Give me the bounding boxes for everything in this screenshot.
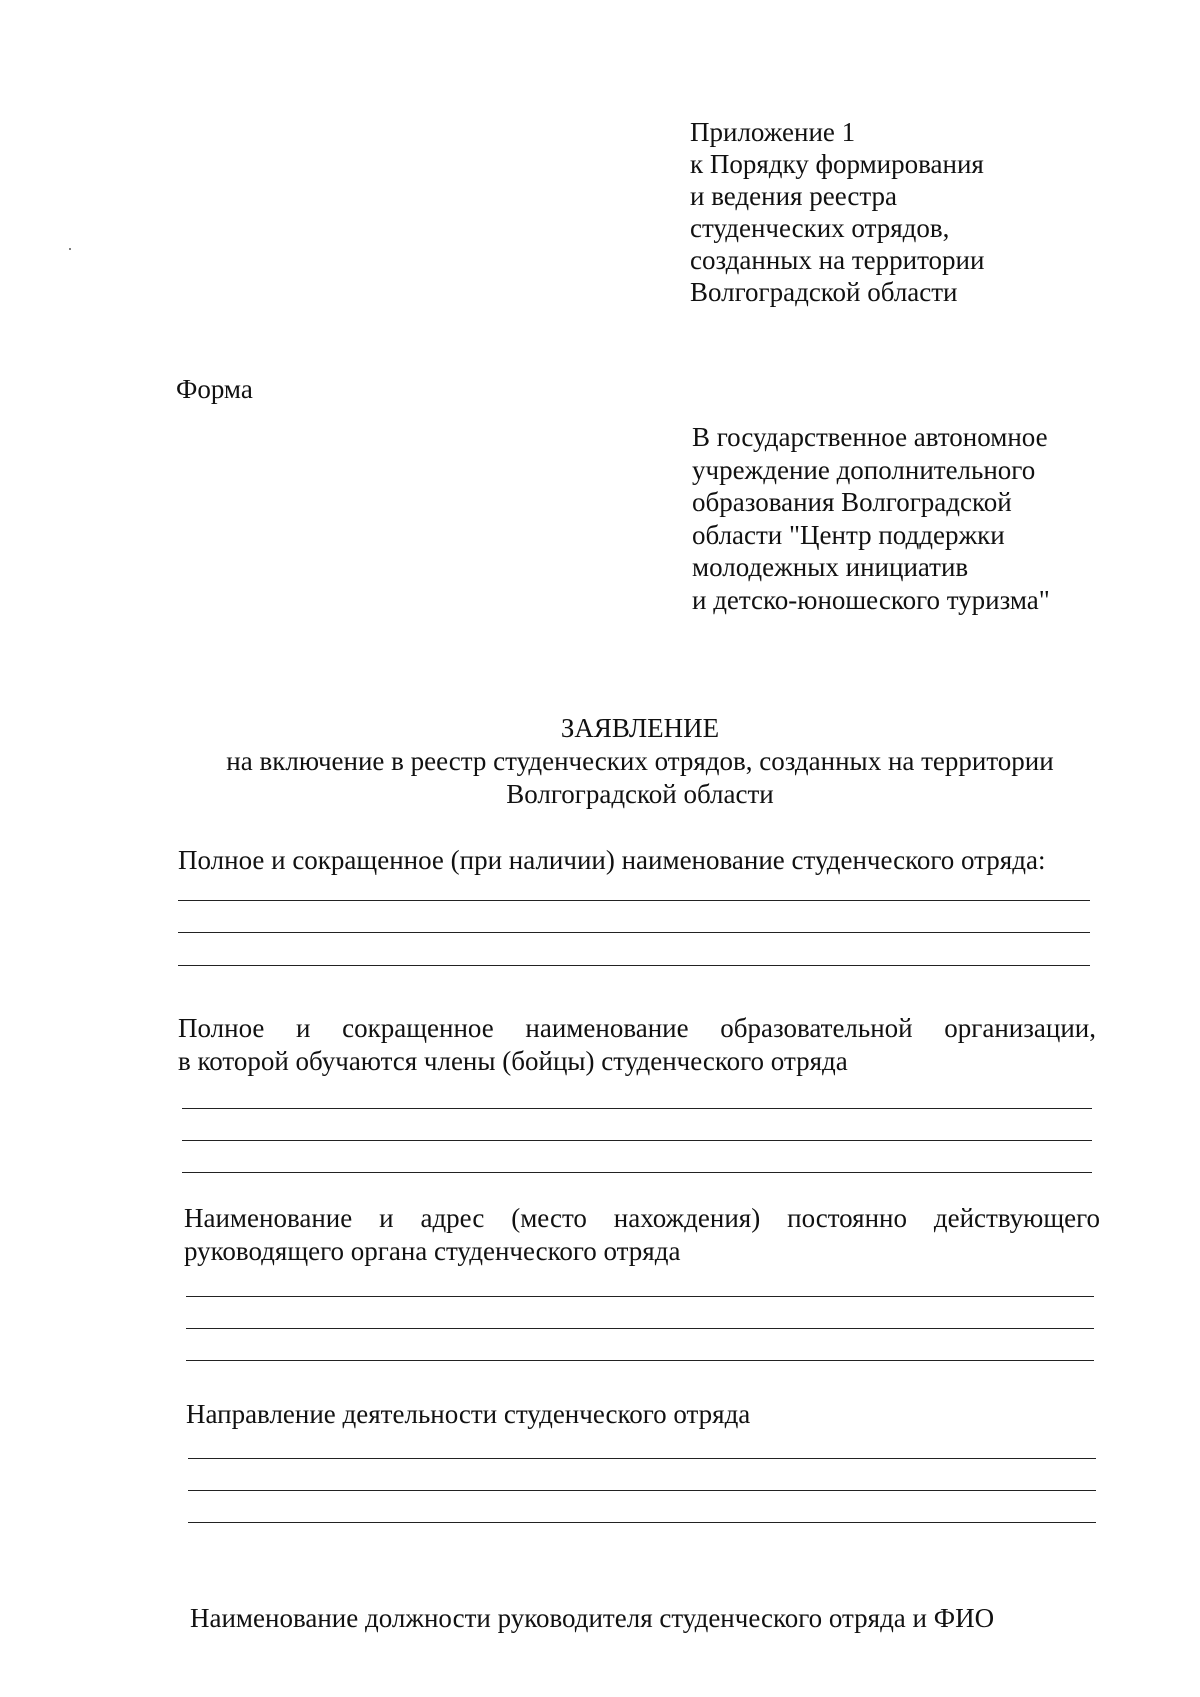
addressee-block	[692, 421, 1132, 616]
field-label-line-1: Полное и сокращенное наименование образовательной организации,	[178, 1013, 1096, 1043]
appendix-line: Волгоградской области	[690, 277, 958, 307]
field-education-org-line-3[interactable]	[182, 1172, 1092, 1173]
field-label: Направление деятельности студенческого отряда	[186, 1399, 751, 1429]
document-subtitle: Волгоградской области	[506, 779, 774, 809]
field-education-org	[178, 1012, 1096, 1078]
field-governing-body-line-2[interactable]	[186, 1328, 1094, 1329]
addressee-line: образования Волгоградской	[692, 487, 1012, 517]
addressee-line: и детско-юношеского туризма"	[692, 584, 1050, 615]
field-squad-name-line-3[interactable]	[178, 965, 1090, 966]
addressee-line: В государственное автономное	[692, 422, 1048, 452]
field-activity-direction-line-2[interactable]	[188, 1490, 1096, 1491]
appendix-header	[690, 116, 1110, 308]
field-activity-direction-line-3[interactable]	[188, 1522, 1096, 1523]
field-governing-body	[184, 1202, 1100, 1268]
field-label-line-2: руководящего органа студенческого отряда	[184, 1236, 681, 1266]
field-squad-name-line-1[interactable]	[178, 900, 1090, 901]
field-governing-body-line-1[interactable]	[186, 1296, 1094, 1297]
document-title: ЗАЯВЛЕНИЕ	[560, 713, 720, 743]
appendix-line: студенческих отрядов,	[690, 213, 950, 243]
field-label-line-1: Наименование и адрес (место нахождения) постоянно действующего	[184, 1203, 1100, 1233]
field-squad-name-line-2[interactable]	[178, 932, 1090, 933]
field-label: Наименование должности руководителя студенческого отряда и ФИО	[190, 1603, 995, 1633]
field-label	[184, 1202, 1100, 1268]
scan-speck	[69, 248, 71, 250]
appendix-line: к Порядку формирования	[690, 149, 984, 179]
document-title-block	[170, 712, 1110, 811]
addressee-line: молодежных инициатив	[692, 552, 969, 582]
field-label-line-2: в которой обучаются члены (бойцы) студенческого отряда	[178, 1046, 848, 1076]
field-activity-direction	[186, 1398, 1104, 1431]
addressee-line: области "Центр поддержки	[692, 519, 1005, 550]
field-governing-body-line-3[interactable]	[186, 1360, 1094, 1361]
field-education-org-line-1[interactable]	[182, 1108, 1092, 1109]
addressee-line: учреждение дополнительного	[692, 454, 1036, 485]
field-label	[178, 1012, 1096, 1078]
form-label: Форма	[176, 374, 253, 404]
field-squad-name	[178, 844, 1096, 877]
field-activity-direction-line-1[interactable]	[188, 1458, 1096, 1459]
appendix-line: Приложение 1	[690, 117, 856, 147]
appendix-line: созданных на территории	[690, 245, 985, 275]
appendix-line: и ведения реестра	[690, 181, 897, 211]
field-label: Полное и сокращенное (при наличии) наименование студенческого отряда:	[178, 845, 1046, 875]
field-education-org-line-2[interactable]	[182, 1140, 1092, 1141]
document-subtitle: на включение в реестр студенческих отрядов, созданных на территории	[226, 746, 1054, 776]
field-leader-position	[190, 1602, 1108, 1635]
